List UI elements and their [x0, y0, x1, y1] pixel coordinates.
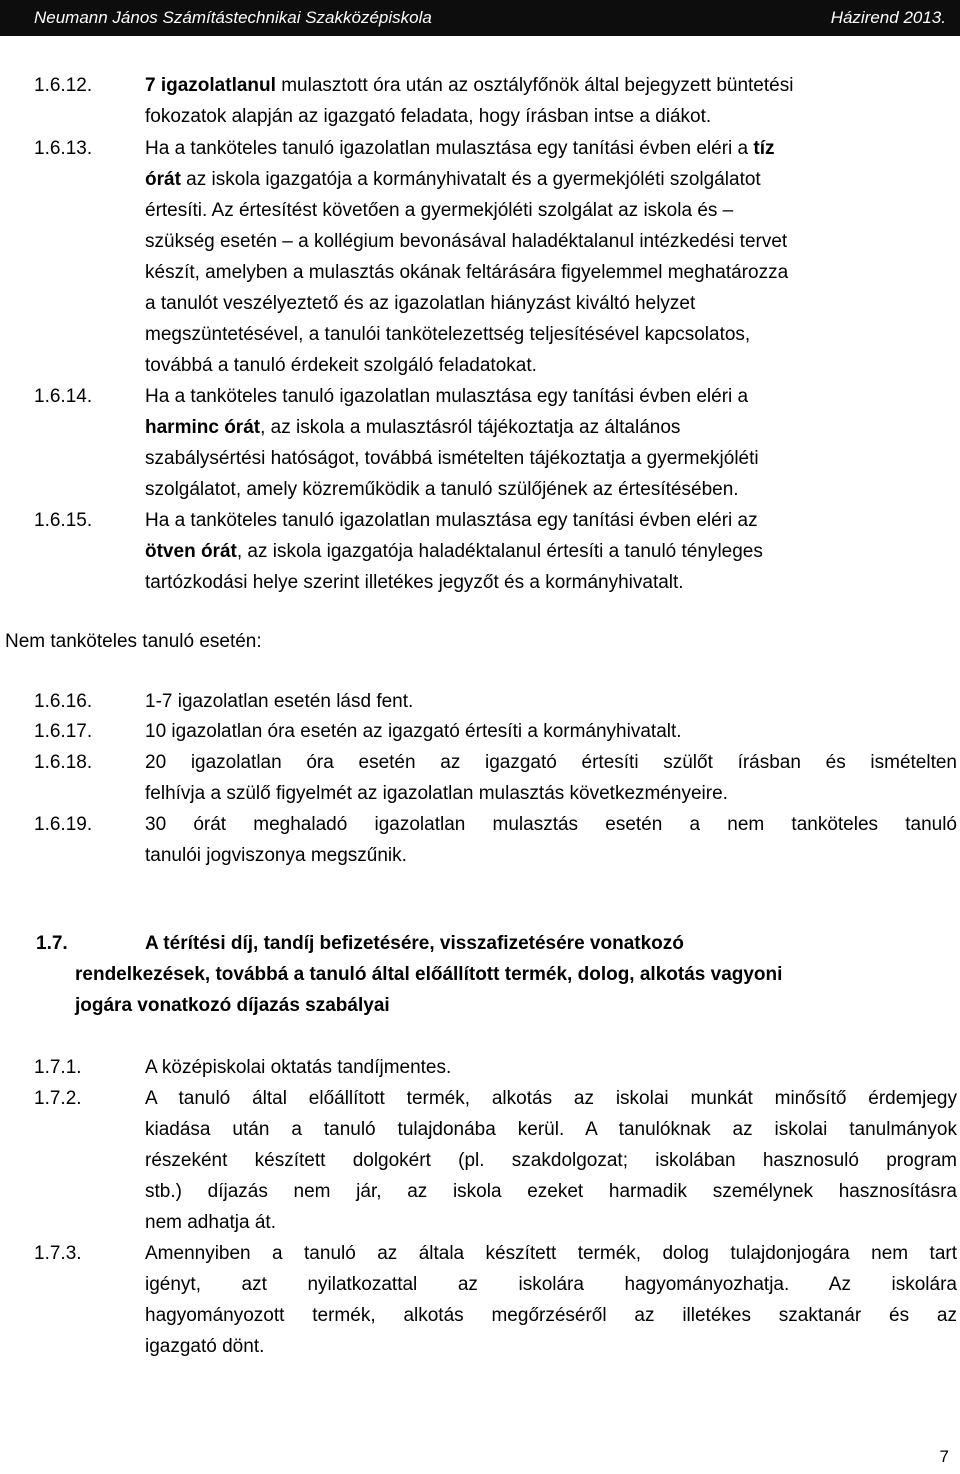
item-text-line — [145, 226, 957, 257]
item-text-line — [145, 1207, 957, 1238]
item-text-line — [145, 70, 957, 101]
text-segment: tanulói jogviszonya megszűnik. — [145, 845, 407, 866]
item-text — [145, 505, 957, 598]
item-text-line — [145, 686, 957, 717]
emphasis-text: ötven órát — [145, 541, 237, 562]
item-number: 1.6.14. — [34, 386, 93, 407]
non-compulsory-heading: Nem tanköteles tanuló esetén: — [5, 631, 262, 652]
text-segment: 10 igazolatlan óra esetén az igazgató értesíti a kormányhivatalt. — [145, 721, 682, 742]
emphasis-text: harminc órát — [145, 417, 261, 438]
text-segment: , az iskola a mulasztásról tájékoztatja az általános — [260, 417, 681, 438]
text-segment: igazgató dönt. — [145, 1336, 265, 1357]
item-text-line — [145, 443, 957, 474]
item-text-line — [145, 778, 957, 809]
item-number: 1.7.3. — [34, 1243, 82, 1264]
item-text-line — [145, 1300, 957, 1331]
item-text — [145, 686, 957, 717]
text-segment: tartózkodási helye szerint illetékes jegyzőt és a kormányhivatalt. — [145, 572, 684, 593]
page-number: 7 — [939, 1447, 949, 1466]
text-segment: Ha a tanköteles tanuló igazolatlan mulasztása egy tanítási évben eléri az — [145, 510, 758, 531]
text-segment: Ha a tanköteles tanuló igazolatlan mulasztása egy tanítási évben eléri a — [145, 138, 754, 159]
page-header — [0, 0, 960, 36]
emphasis-text: órát — [145, 169, 181, 190]
item-text — [145, 381, 957, 505]
item-text-line — [145, 809, 957, 840]
item-text-line — [145, 505, 957, 536]
emphasis-text: tíz — [753, 138, 775, 159]
item-number: 1.6.15. — [34, 510, 93, 531]
text-segment: részeként készített dolgokért (pl. szakdolgozat; iskolában hasznosuló program — [145, 1150, 957, 1171]
text-segment: Amennyiben a tanuló az általa készített termék, dolog tulajdonjogára nem tart — [145, 1243, 957, 1264]
text-segment: 30 órát meghaladó igazolatlan mulasztás esetén a nem tanköteles tanuló — [145, 814, 957, 835]
item-text-line — [145, 133, 957, 164]
item-text-line — [145, 1238, 957, 1269]
item-text-line — [145, 536, 957, 567]
item-text-line — [145, 1145, 957, 1176]
item-text-line — [145, 840, 957, 871]
item-text-line — [145, 474, 957, 505]
text-segment: hagyományozott termék, alkotás megőrzéséről az illetékes szaktanár és az — [145, 1305, 957, 1326]
section-title-line: A térítési díj, tandíj befizetésére, visszafizetésére vonatkozó — [145, 933, 684, 954]
text-segment: szükség esetén – a kollégium bevonásával haladéktalanul intézkedési tervet — [145, 231, 788, 252]
item-number: 1.6.12. — [34, 75, 93, 96]
item-text-line — [145, 412, 957, 443]
item-text — [145, 133, 957, 381]
text-segment: kiadása után a tanuló tulajdonába kerül. A tanulóknak az iskolai tanulmányok — [145, 1119, 957, 1140]
text-segment: , az iskola igazgatója haladéktalanul értesíti a tanuló tényleges — [236, 541, 763, 562]
text-segment: fokozatok alapján az igazgató feladata, hogy írásban intse a diákot. — [145, 106, 712, 127]
item-number: 1.6.19. — [34, 814, 93, 835]
text-segment: stb.) díjazás nem jár, az iskola ezeket harmadik személynek hasznosításra — [145, 1181, 957, 1202]
item-text — [145, 716, 957, 747]
item-number: 1.6.17. — [34, 721, 93, 742]
item-text — [145, 1238, 957, 1362]
item-number: 1.7.2. — [34, 1088, 82, 1109]
text-segment: szabálysértési hatóságot, továbbá ismételten tájékoztatja a gyermekjóléti — [145, 448, 759, 469]
emphasis-text: 7 igazolatlanul — [145, 75, 276, 96]
item-text-line — [145, 164, 957, 195]
item-text-line — [145, 101, 957, 132]
item-number: 1.6.18. — [34, 752, 93, 773]
text-segment: felhívja a szülő figyelmét az igazolatlan mulasztás következményeire. — [145, 783, 728, 804]
item-text-line — [145, 567, 957, 598]
section-title-line: jogára vonatkozó díjazás szabályai — [75, 995, 390, 1016]
item-text-line — [145, 288, 957, 319]
item-number: 1.7.1. — [34, 1057, 82, 1078]
text-segment: 20 igazolatlan óra esetén az igazgató értesíti szülőt írásban és ismételten — [145, 752, 957, 773]
item-text-line — [145, 1083, 957, 1114]
text-segment: értesíti. Az értesítést követően a gyermekjóléti szolgálat az iskola és – — [145, 200, 734, 221]
item-text-line — [145, 1052, 957, 1083]
item-text-line — [145, 257, 957, 288]
text-segment: Ha a tanköteles tanuló igazolatlan mulasztása egy tanítási évben eléri a — [145, 386, 749, 407]
item-number: 1.6.16. — [34, 691, 93, 712]
item-text-line — [145, 1331, 957, 1362]
item-text — [145, 1052, 957, 1083]
item-text-line — [145, 1176, 957, 1207]
document-title: Házirend 2013. — [830, 8, 946, 27]
text-segment: mulasztott óra után az osztályfőnök által bejegyzett büntetési — [275, 75, 794, 96]
item-text — [145, 809, 957, 871]
item-text-line — [145, 319, 957, 350]
text-segment: igényt, azt nyilatkozattal az iskolára hagyományozhatja. Az iskolára — [145, 1274, 957, 1295]
section-number: 1.7. — [36, 933, 68, 954]
text-segment: megszüntetésével, a tanulói tankötelezettség teljesítésével kapcsolatos, — [145, 324, 751, 345]
item-text-line — [145, 1269, 957, 1300]
item-text-line — [145, 350, 957, 381]
item-text — [145, 70, 957, 132]
item-text — [145, 1083, 957, 1238]
text-segment: az iskola igazgatója a kormányhivatalt és a gyermekjóléti szolgálatot — [180, 169, 761, 190]
item-text-line — [145, 747, 957, 778]
item-text-line — [145, 195, 957, 226]
text-segment: nem adhatja át. — [145, 1212, 276, 1233]
text-segment: készít, amelyben a mulasztás okának feltárására figyelemmel meghatározza — [145, 262, 789, 283]
item-text-line — [145, 1114, 957, 1145]
text-segment: szolgálatot, amely közreműködik a tanuló szülőjének az értesítésében. — [145, 479, 739, 500]
text-segment: 1-7 igazolatlan esetén lásd fent. — [145, 691, 414, 712]
item-text-line — [145, 381, 957, 412]
school-name: Neumann János Számítástechnikai Szakközépiskola — [34, 8, 432, 27]
section-title-line: rendelkezések, továbbá a tanuló által előállított termék, dolog, alkotás vagyoni — [75, 964, 783, 985]
text-segment: továbbá a tanuló érdekeit szolgáló feladatokat. — [145, 355, 537, 376]
item-text-line — [145, 716, 957, 747]
item-number: 1.6.13. — [34, 138, 93, 159]
text-segment: A tanuló által előállított termék, alkotás az iskolai munkát minősítő érdemjegy — [145, 1088, 957, 1109]
item-text — [145, 747, 957, 809]
text-segment: A középiskolai oktatás tandíjmentes. — [145, 1057, 452, 1078]
text-segment: a tanulót veszélyeztető és az igazolatlan hiányzást kiváltó helyzet — [145, 293, 696, 314]
